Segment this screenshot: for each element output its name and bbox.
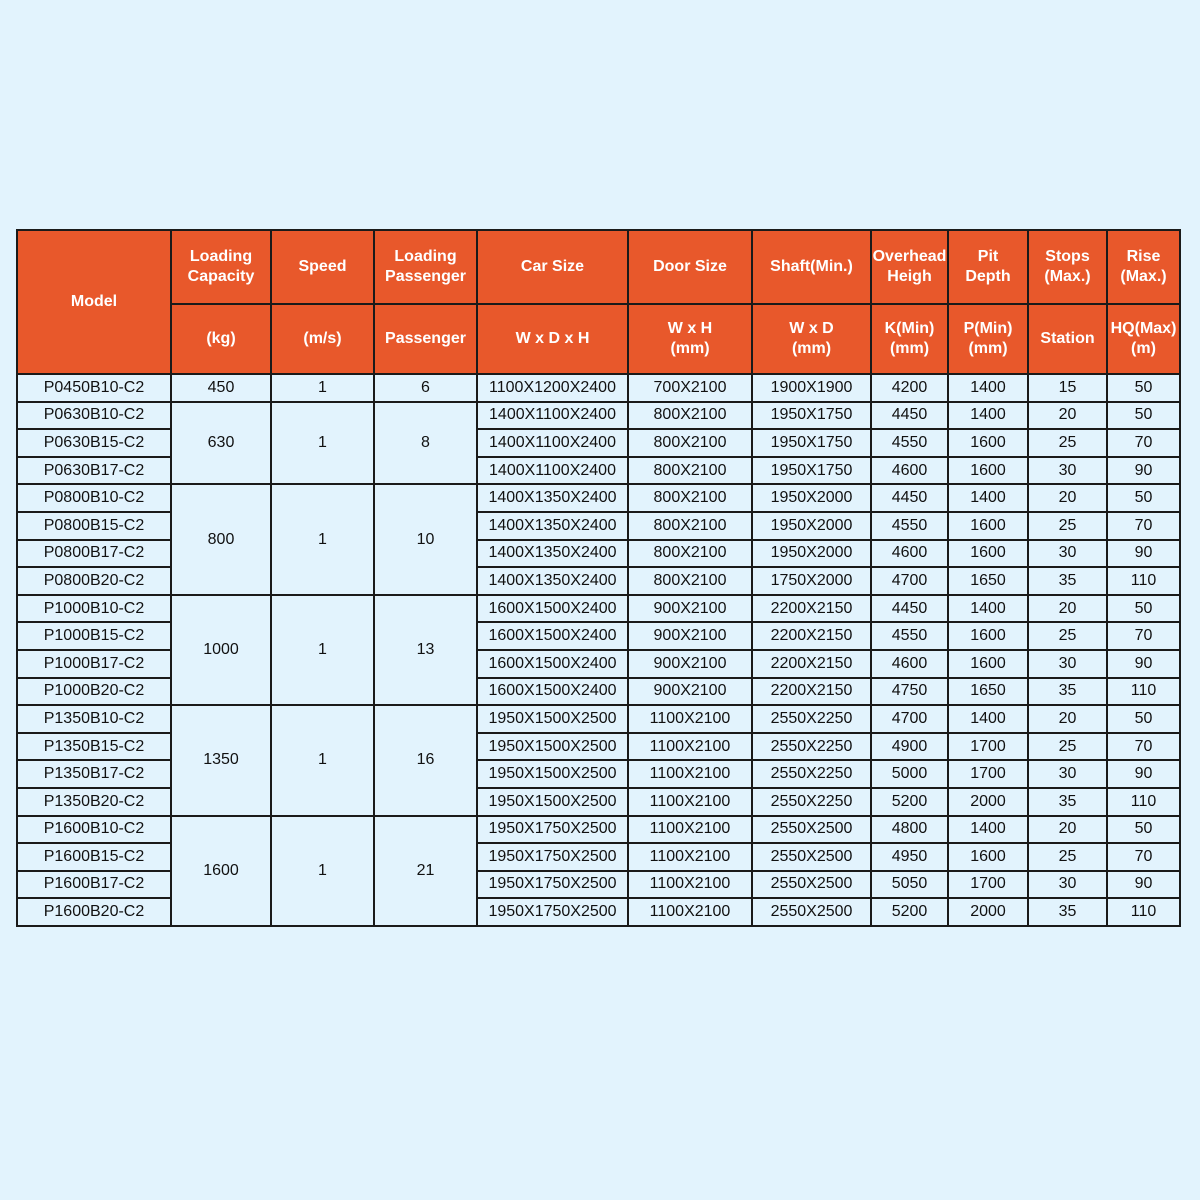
cell-stops: 25 [1028, 512, 1107, 540]
cell-model: P1600B17-C2 [17, 871, 171, 899]
cell-model: P1350B10-C2 [17, 705, 171, 733]
table-row [17, 374, 1180, 402]
header-door-size: Door Size [628, 230, 752, 304]
cell-car-size: 1100X1200X2400 [477, 374, 628, 402]
cell-overhead: 4550 [871, 622, 948, 650]
unit-loading-passenger: Passenger [374, 304, 477, 374]
cell-loading-capacity: 1000 [171, 595, 271, 705]
cell-car-size: 1400X1350X2400 [477, 484, 628, 512]
cell-pit-depth: 2000 [948, 788, 1028, 816]
cell-rise: 50 [1107, 484, 1180, 512]
cell-loading-capacity: 1350 [171, 705, 271, 815]
cell-model: P0800B10-C2 [17, 484, 171, 512]
header-loading-capacity: Loading Capacity [171, 230, 271, 304]
cell-car-size: 1400X1100X2400 [477, 402, 628, 430]
cell-car-size: 1950X1500X2500 [477, 733, 628, 761]
cell-stops: 25 [1028, 733, 1107, 761]
cell-speed: 1 [271, 705, 374, 815]
cell-rise: 110 [1107, 567, 1180, 595]
cell-door-size: 800X2100 [628, 484, 752, 512]
cell-rise: 110 [1107, 678, 1180, 706]
cell-shaft: 2200X2150 [752, 622, 871, 650]
cell-speed: 1 [271, 816, 374, 926]
cell-shaft: 2200X2150 [752, 650, 871, 678]
cell-model: P1600B20-C2 [17, 898, 171, 926]
cell-door-size: 800X2100 [628, 402, 752, 430]
cell-loading-passenger: 10 [374, 484, 477, 594]
cell-stops: 25 [1028, 429, 1107, 457]
cell-car-size: 1950X1500X2500 [477, 760, 628, 788]
cell-model: P0630B17-C2 [17, 457, 171, 485]
cell-stops: 30 [1028, 540, 1107, 568]
unit-speed: (m/s) [271, 304, 374, 374]
cell-stops: 35 [1028, 788, 1107, 816]
cell-shaft: 2550X2500 [752, 816, 871, 844]
cell-overhead: 4950 [871, 843, 948, 871]
cell-pit-depth: 1600 [948, 540, 1028, 568]
cell-rise: 90 [1107, 457, 1180, 485]
cell-shaft: 2550X2500 [752, 898, 871, 926]
cell-model: P1350B20-C2 [17, 788, 171, 816]
cell-shaft: 2550X2250 [752, 788, 871, 816]
cell-door-size: 1100X2100 [628, 898, 752, 926]
cell-stops: 20 [1028, 816, 1107, 844]
cell-car-size: 1950X1750X2500 [477, 816, 628, 844]
cell-pit-depth: 1600 [948, 843, 1028, 871]
header-overhead: Overhead Heigh [871, 230, 948, 304]
cell-shaft: 2200X2150 [752, 678, 871, 706]
cell-model: P1000B20-C2 [17, 678, 171, 706]
cell-overhead: 4800 [871, 816, 948, 844]
cell-door-size: 1100X2100 [628, 843, 752, 871]
cell-speed: 1 [271, 374, 374, 402]
cell-model: P1000B15-C2 [17, 622, 171, 650]
cell-rise: 90 [1107, 760, 1180, 788]
cell-overhead: 4600 [871, 650, 948, 678]
cell-stops: 30 [1028, 871, 1107, 899]
cell-stops: 35 [1028, 678, 1107, 706]
cell-speed: 1 [271, 595, 374, 705]
unit-pit-depth: P(Min) (mm) [948, 304, 1028, 374]
cell-model: P0630B15-C2 [17, 429, 171, 457]
cell-car-size: 1600X1500X2400 [477, 595, 628, 623]
cell-shaft: 1950X2000 [752, 512, 871, 540]
cell-rise: 70 [1107, 512, 1180, 540]
cell-stops: 20 [1028, 402, 1107, 430]
cell-pit-depth: 1700 [948, 733, 1028, 761]
cell-loading-passenger: 21 [374, 816, 477, 926]
cell-overhead: 5200 [871, 788, 948, 816]
cell-loading-passenger: 6 [374, 374, 477, 402]
cell-shaft: 1900X1900 [752, 374, 871, 402]
cell-stops: 30 [1028, 760, 1107, 788]
cell-car-size: 1400X1100X2400 [477, 429, 628, 457]
cell-shaft: 1950X2000 [752, 484, 871, 512]
cell-stops: 30 [1028, 650, 1107, 678]
unit-door-size: W x H (mm) [628, 304, 752, 374]
cell-model: P0800B20-C2 [17, 567, 171, 595]
unit-loading-capacity: (kg) [171, 304, 271, 374]
table-row [17, 816, 1180, 844]
cell-overhead: 4600 [871, 457, 948, 485]
cell-overhead: 5000 [871, 760, 948, 788]
header-model: Model [17, 230, 171, 374]
cell-model: P1350B15-C2 [17, 733, 171, 761]
cell-door-size: 900X2100 [628, 622, 752, 650]
cell-overhead: 4550 [871, 512, 948, 540]
header-shaft: Shaft(Min.) [752, 230, 871, 304]
cell-model: P0800B17-C2 [17, 540, 171, 568]
cell-model: P1600B10-C2 [17, 816, 171, 844]
cell-pit-depth: 1400 [948, 402, 1028, 430]
cell-overhead: 4200 [871, 374, 948, 402]
cell-stops: 15 [1028, 374, 1107, 402]
elevator-spec-table [16, 229, 1181, 927]
cell-rise: 90 [1107, 650, 1180, 678]
cell-pit-depth: 1400 [948, 484, 1028, 512]
cell-car-size: 1950X1750X2500 [477, 871, 628, 899]
cell-door-size: 1100X2100 [628, 760, 752, 788]
table-row [17, 484, 1180, 512]
cell-door-size: 1100X2100 [628, 705, 752, 733]
cell-pit-depth: 1700 [948, 760, 1028, 788]
cell-overhead: 4450 [871, 402, 948, 430]
cell-speed: 1 [271, 484, 374, 594]
cell-door-size: 800X2100 [628, 567, 752, 595]
cell-loading-passenger: 13 [374, 595, 477, 705]
cell-shaft: 1950X1750 [752, 429, 871, 457]
cell-rise: 70 [1107, 733, 1180, 761]
cell-shaft: 1950X1750 [752, 457, 871, 485]
cell-model: P0800B15-C2 [17, 512, 171, 540]
unit-rise: HQ(Max) (m) [1107, 304, 1180, 374]
table-header [17, 230, 1180, 374]
cell-overhead: 4700 [871, 705, 948, 733]
cell-pit-depth: 1400 [948, 374, 1028, 402]
cell-pit-depth: 1600 [948, 622, 1028, 650]
cell-overhead: 4900 [871, 733, 948, 761]
cell-shaft: 2550X2500 [752, 871, 871, 899]
cell-shaft: 1950X2000 [752, 540, 871, 568]
cell-door-size: 800X2100 [628, 457, 752, 485]
table-row [17, 402, 1180, 430]
cell-rise: 90 [1107, 871, 1180, 899]
cell-door-size: 900X2100 [628, 650, 752, 678]
cell-rise: 70 [1107, 429, 1180, 457]
spec-table-container [16, 229, 1179, 927]
cell-rise: 90 [1107, 540, 1180, 568]
cell-rise: 50 [1107, 705, 1180, 733]
cell-stops: 30 [1028, 457, 1107, 485]
cell-loading-passenger: 8 [374, 402, 477, 485]
cell-pit-depth: 1400 [948, 595, 1028, 623]
cell-shaft: 2550X2250 [752, 760, 871, 788]
cell-rise: 50 [1107, 374, 1180, 402]
cell-door-size: 1100X2100 [628, 733, 752, 761]
cell-stops: 20 [1028, 705, 1107, 733]
cell-loading-capacity: 800 [171, 484, 271, 594]
header-car-size: Car Size [477, 230, 628, 304]
cell-car-size: 1400X1350X2400 [477, 512, 628, 540]
cell-stops: 20 [1028, 595, 1107, 623]
cell-car-size: 1600X1500X2400 [477, 622, 628, 650]
cell-door-size: 1100X2100 [628, 788, 752, 816]
cell-door-size: 800X2100 [628, 540, 752, 568]
cell-model: P1350B17-C2 [17, 760, 171, 788]
cell-overhead: 4450 [871, 484, 948, 512]
cell-overhead: 4600 [871, 540, 948, 568]
cell-pit-depth: 1650 [948, 678, 1028, 706]
header-row-units [17, 304, 1180, 374]
header-pit-depth: Pit Depth [948, 230, 1028, 304]
cell-car-size: 1400X1100X2400 [477, 457, 628, 485]
header-stops: Stops (Max.) [1028, 230, 1107, 304]
cell-stops: 25 [1028, 622, 1107, 650]
cell-overhead: 5200 [871, 898, 948, 926]
cell-door-size: 800X2100 [628, 429, 752, 457]
cell-loading-capacity: 1600 [171, 816, 271, 926]
cell-shaft: 1950X1750 [752, 402, 871, 430]
header-rise: Rise (Max.) [1107, 230, 1180, 304]
table-row [17, 595, 1180, 623]
cell-door-size: 800X2100 [628, 512, 752, 540]
cell-model: P0450B10-C2 [17, 374, 171, 402]
cell-car-size: 1950X1500X2500 [477, 705, 628, 733]
cell-car-size: 1950X1500X2500 [477, 788, 628, 816]
cell-car-size: 1400X1350X2400 [477, 567, 628, 595]
cell-stops: 25 [1028, 843, 1107, 871]
unit-stops: Station [1028, 304, 1107, 374]
cell-model: P1600B15-C2 [17, 843, 171, 871]
cell-shaft: 2200X2150 [752, 595, 871, 623]
cell-door-size: 1100X2100 [628, 871, 752, 899]
cell-car-size: 1600X1500X2400 [477, 678, 628, 706]
cell-pit-depth: 1700 [948, 871, 1028, 899]
unit-car-size: W x D x H [477, 304, 628, 374]
cell-door-size: 900X2100 [628, 678, 752, 706]
cell-shaft: 1750X2000 [752, 567, 871, 595]
table-body [17, 374, 1180, 926]
cell-pit-depth: 1600 [948, 512, 1028, 540]
cell-rise: 110 [1107, 788, 1180, 816]
cell-model: P0630B10-C2 [17, 402, 171, 430]
cell-car-size: 1950X1750X2500 [477, 898, 628, 926]
cell-stops: 35 [1028, 567, 1107, 595]
cell-overhead: 4550 [871, 429, 948, 457]
cell-loading-passenger: 16 [374, 705, 477, 815]
cell-stops: 20 [1028, 484, 1107, 512]
cell-car-size: 1400X1350X2400 [477, 540, 628, 568]
cell-pit-depth: 1600 [948, 650, 1028, 678]
cell-model: P1000B10-C2 [17, 595, 171, 623]
cell-rise: 50 [1107, 816, 1180, 844]
cell-pit-depth: 1650 [948, 567, 1028, 595]
header-row-titles [17, 230, 1180, 304]
cell-overhead: 5050 [871, 871, 948, 899]
cell-car-size: 1950X1750X2500 [477, 843, 628, 871]
header-speed: Speed [271, 230, 374, 304]
unit-shaft: W x D (mm) [752, 304, 871, 374]
cell-shaft: 2550X2250 [752, 705, 871, 733]
unit-overhead: K(Min) (mm) [871, 304, 948, 374]
cell-overhead: 4450 [871, 595, 948, 623]
cell-speed: 1 [271, 402, 374, 485]
cell-loading-capacity: 450 [171, 374, 271, 402]
cell-shaft: 2550X2250 [752, 733, 871, 761]
cell-loading-capacity: 630 [171, 402, 271, 485]
cell-door-size: 900X2100 [628, 595, 752, 623]
cell-rise: 70 [1107, 622, 1180, 650]
cell-door-size: 1100X2100 [628, 816, 752, 844]
cell-rise: 50 [1107, 595, 1180, 623]
cell-pit-depth: 1400 [948, 705, 1028, 733]
cell-pit-depth: 1400 [948, 816, 1028, 844]
cell-model: P1000B17-C2 [17, 650, 171, 678]
cell-rise: 50 [1107, 402, 1180, 430]
cell-stops: 35 [1028, 898, 1107, 926]
header-loading-passenger: Loading Passenger [374, 230, 477, 304]
cell-door-size: 700X2100 [628, 374, 752, 402]
cell-pit-depth: 2000 [948, 898, 1028, 926]
cell-rise: 70 [1107, 843, 1180, 871]
cell-shaft: 2550X2500 [752, 843, 871, 871]
cell-overhead: 4750 [871, 678, 948, 706]
cell-car-size: 1600X1500X2400 [477, 650, 628, 678]
cell-rise: 110 [1107, 898, 1180, 926]
cell-pit-depth: 1600 [948, 429, 1028, 457]
cell-pit-depth: 1600 [948, 457, 1028, 485]
cell-overhead: 4700 [871, 567, 948, 595]
table-row [17, 705, 1180, 733]
